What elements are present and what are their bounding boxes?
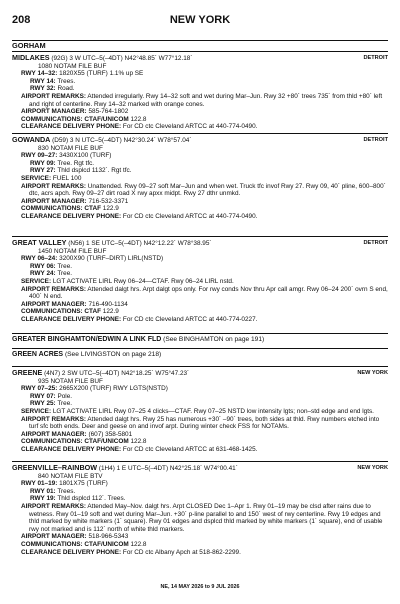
- detail-label: AIRPORT REMARKS:: [21, 92, 86, 100]
- elevation-notam-line: 840 NOTAM FILE BTV: [38, 472, 103, 480]
- detail-label: RWY 14–32:: [21, 70, 58, 78]
- detail-text: 3430X100 (TURF): [57, 152, 112, 160]
- airport-region: DETROIT: [363, 137, 388, 143]
- airport-entry-midlakes: [12, 51, 388, 131]
- airport-region: DETROIT: [363, 55, 388, 61]
- detail-label: RWY 09–27:: [21, 152, 58, 160]
- airport-detail-line: [12, 198, 388, 206]
- detail-label: CLEARANCE DELIVERY PHONE:: [21, 212, 122, 220]
- airport-location-info: (N56) 1 SE UTC–5(–4DT) N42°12.22´ W78°38.95´: [66, 240, 212, 247]
- detail-label: RWY 06–24:: [21, 255, 58, 263]
- airport-detail-line: [12, 70, 388, 78]
- airport-detail-line: [12, 393, 388, 401]
- airport-region: NEW YORK: [357, 465, 388, 471]
- airport-region: NEW YORK: [357, 370, 388, 376]
- xref-see-reference: (See LIVINGSTON on page 218): [64, 351, 162, 358]
- airport-name-line: [12, 367, 388, 378]
- detail-text: 518-966-5343: [86, 533, 129, 541]
- detail-text: LGT ACTIVATE LIRL Rwy 06–24—CTAF. Rwy 06–24 LIRL nstd.: [51, 277, 234, 285]
- detail-text: For CD ctc Cleveland ARTCC at 440-774-0490.: [121, 123, 258, 131]
- detail-label: COMMUNICATIONS: CTAF: [21, 205, 101, 213]
- airport-detail-line: [12, 175, 388, 183]
- airport-detail-line: [12, 270, 388, 278]
- airport-entry-greene: [12, 366, 388, 454]
- airport-detail-line: [12, 78, 388, 86]
- detail-text: 1801X75 (TURF): [57, 480, 108, 488]
- elevation-notam-line: 1080 NOTAM FILE BUF: [38, 62, 107, 70]
- detail-label: RWY 25:: [30, 400, 56, 408]
- detail-text: 122.8: [128, 115, 147, 123]
- airport-detail-line: [12, 416, 388, 431]
- detail-text: For CD ctc Cleveland ARTCC at 440-774-0227.: [121, 315, 258, 323]
- airport-entry-great-valley: [12, 236, 388, 324]
- airport-detail-line: [12, 503, 388, 533]
- detail-label: RWY 06:: [30, 262, 56, 270]
- city-name: GORHAM: [12, 41, 46, 50]
- detail-text: Unattended. Rwy 09–27 soft Mar–Jun and when wet. Truck tfc invof Rwy 27. Rwy 09, 40´ pline, 600–800´ dtc, acrs apch. Rwy 09–27 dirt road X rwy apxx midpt. Rwy 27 dthr unmkd.: [29, 182, 386, 198]
- detail-text: Thld dsplcd 1132´. Rgt tfc.: [55, 167, 132, 175]
- detail-label: COMMUNICATIONS: CTAF/UNICOM: [21, 115, 129, 123]
- airport-detail-line: [12, 116, 388, 124]
- detail-label: RWY 32:: [30, 85, 56, 93]
- airport-detail-line: [12, 123, 388, 131]
- airport-location-info: (1H4) 1 E UTC–5(–4DT) N42°25.18´ W74°00.41´: [97, 465, 238, 472]
- detail-label: RWY 14:: [30, 77, 56, 85]
- xref-airport-name: GREATER BINGHAMTON/EDWIN A LINK FLD: [12, 336, 162, 343]
- airport-location-info: (D59) 3 N UTC–5(–4DT) N42°30.24´ W78°57.04´: [50, 137, 192, 144]
- airport-location-info: (4N7) 2 SW UTC–5(–4DT) N42°18.25´ W75°47.23´: [42, 370, 190, 377]
- detail-label: RWY 27:: [30, 167, 56, 175]
- detail-text: Trees.: [55, 77, 76, 85]
- airport-detail-line: [12, 301, 388, 309]
- elevation-notam-line: 935 NOTAM FILE BUF: [38, 377, 103, 385]
- detail-label: RWY 01:: [30, 487, 56, 495]
- airport-detail-line: [12, 533, 388, 541]
- airport-detail-line: [12, 93, 388, 108]
- detail-label: AIRPORT REMARKS:: [21, 502, 86, 510]
- airport-detail-line: [12, 213, 388, 221]
- airport-detail-line: [12, 549, 388, 557]
- detail-label: AIRPORT MANAGER:: [21, 197, 87, 205]
- airport-region: DETROIT: [363, 240, 388, 246]
- elevation-notam-line: 830 NOTAM FILE BUF: [38, 144, 103, 152]
- detail-text: FUEL 100: [51, 174, 82, 182]
- xref-see-reference: (See BINGHAMTON on page 191): [163, 336, 265, 343]
- airport-detail-line: [12, 167, 388, 175]
- detail-text: For CD ctc Albany Apch at 518-862-2299.: [121, 548, 241, 556]
- detail-text: For CD ctc Cleveland ARTCC at 440-774-0490.: [121, 212, 258, 220]
- detail-label: RWY 24:: [30, 270, 56, 278]
- airport-name: GREENVILLE–RAINBOW: [12, 463, 98, 472]
- airport-location-info: (92G) 3 W UTC–5(–4DT) N42°48.85´ W77°12.18´: [49, 55, 193, 62]
- airport-detail-line: [12, 286, 388, 301]
- cross-reference-binghamton: [12, 333, 388, 344]
- detail-text: 122.8: [128, 540, 147, 548]
- page-footer: NE, 14 MAY 2026 to 9 JUL 2026: [160, 584, 240, 590]
- airport-detail-line: [12, 205, 388, 213]
- detail-label: SERVICE:: [21, 407, 52, 415]
- cross-reference-green-acres: [12, 348, 388, 359]
- state-title: NEW YORK: [169, 14, 231, 26]
- airport-entry-gowanda: [12, 133, 388, 221]
- detail-text: 122.9: [101, 205, 119, 213]
- detail-label: COMMUNICATIONS: CTAF/UNICOM: [21, 540, 129, 548]
- airport-name-line: [12, 462, 388, 473]
- detail-text: Tree.: [55, 270, 73, 278]
- detail-text: Attended dalgt hrs. Arpt dalgt ops only. For rwy conds Nov thru Apr call amgr. Rwy 06–24 200´ ovrn S end, 400´ N end.: [29, 285, 388, 301]
- page-header: [12, 14, 388, 28]
- detail-text: 1820X55 (TURF) 1.1% up SE: [57, 70, 144, 78]
- airport-detail-line: [12, 255, 388, 263]
- airport-detail-line: [12, 278, 388, 286]
- detail-label: CLEARANCE DELIVERY PHONE:: [21, 445, 122, 453]
- airport-detail-line: [12, 85, 388, 93]
- airport-name: GREENE: [12, 368, 43, 377]
- page-number: 208: [12, 14, 31, 26]
- detail-label: AIRPORT REMARKS:: [21, 415, 86, 423]
- detail-label: AIRPORT MANAGER:: [21, 533, 87, 541]
- airport-detail-line: [12, 263, 388, 271]
- detail-text: 585-764-1802: [86, 108, 129, 116]
- detail-text: Tree. Rgt tfc.: [55, 159, 95, 167]
- airport-detail-line: [12, 308, 388, 316]
- airport-entry-greenville-rainbow: [12, 461, 388, 556]
- airport-detail-line: [12, 431, 388, 439]
- airport-detail-line: [12, 438, 388, 446]
- detail-text: 122.8: [128, 438, 147, 446]
- airport-detail-line: [12, 541, 388, 549]
- detail-label: AIRPORT REMARKS:: [21, 182, 86, 190]
- detail-label: AIRPORT MANAGER:: [21, 108, 87, 116]
- detail-text: Tree.: [55, 262, 73, 270]
- detail-text: Attended dalgt hrs. Rwy 25 has numerous +30´ –90´ trees, both sides at thld. Rwy numbers etched into turf sfc both ends. Deer and geese on and invof arpt. During winter check FSS for NOTAMs.: [29, 415, 380, 431]
- detail-text: LGT ACTIVATE LIRL Rwy 07–25 4 clicks—CTAF. Rwy 07–25 NSTD low intensity lgts; non–std edge and end lgts.: [51, 407, 374, 415]
- detail-text: Trees.: [55, 487, 76, 495]
- detail-text: (607) 358-5801: [86, 430, 133, 438]
- airport-detail-line: [12, 160, 388, 168]
- elevation-notam-line: 1450 NOTAM FILE BUF: [38, 247, 107, 255]
- airport-detail-line: [12, 446, 388, 454]
- detail-text: Pole.: [55, 392, 73, 400]
- detail-text: Thld dsplcd 112´. Trees.: [55, 495, 126, 503]
- detail-label: RWY 07–25:: [21, 385, 58, 393]
- detail-text: Attended May–Nov. dalgt hrs. Arpt CLOSED Dec 1–Apr 1. Rwy 01–19 may be clsd after rains due to wetness. Rwy 01–19 soft and wet during Mar–Jun. +30´ p-line parallel to and 150´ west of rwy centerline. Rwy 19 edges and thld marked by white markers (1´ square). Rwy 01 edges and dsplcd thld marked by white markers (1´ square), end of usable rwy not marked and is 112´ north of white thld markers.: [29, 502, 383, 533]
- detail-text: 2665X200 (TURF) RWY LGTS(NSTD): [57, 385, 168, 393]
- detail-label: AIRPORT REMARKS:: [21, 285, 86, 293]
- airport-detail-line: [12, 183, 388, 198]
- airport-detail-line: [12, 495, 388, 503]
- airport-detail-line: [12, 488, 388, 496]
- detail-text: 122.9: [101, 308, 119, 316]
- detail-label: COMMUNICATIONS: CTAF: [21, 308, 101, 316]
- detail-label: RWY 01–19:: [21, 480, 58, 488]
- airport-name: GREAT VALLEY: [12, 238, 67, 247]
- detail-text: Road.: [55, 85, 75, 93]
- detail-text: 716-532-3371: [86, 197, 129, 205]
- detail-text: For CD ctc Cleveland ARTCC at 631-468-1425.: [121, 445, 258, 453]
- airport-name-line: [12, 134, 388, 145]
- airport-detail-line: [12, 385, 388, 393]
- airport-name: MIDLAKES: [12, 53, 50, 62]
- airport-name-line: [12, 52, 388, 63]
- detail-label: RWY 19:: [30, 495, 56, 503]
- airport-detail-line: [12, 400, 388, 408]
- airport-detail-line: [12, 408, 388, 416]
- detail-label: RWY 07:: [30, 392, 56, 400]
- airport-detail-line: [12, 152, 388, 160]
- detail-text: 3200X90 (TURF–DIRT) LIRL(NSTD): [57, 255, 164, 263]
- xref-airport-name: GREEN ACRES: [12, 351, 64, 358]
- detail-label: SERVICE:: [21, 174, 52, 182]
- airport-detail-line: [12, 316, 388, 324]
- detail-label: CLEARANCE DELIVERY PHONE:: [21, 123, 122, 131]
- airport-detail-line: [12, 108, 388, 116]
- detail-label: COMMUNICATIONS: CTAF/UNICOM: [21, 438, 129, 446]
- detail-label: AIRPORT MANAGER:: [21, 300, 87, 308]
- detail-label: RWY 09:: [30, 159, 56, 167]
- detail-text: 716-490-1134: [86, 300, 128, 308]
- airport-name: GOWANDA: [12, 135, 51, 144]
- detail-label: CLEARANCE DELIVERY PHONE:: [21, 315, 122, 323]
- airport-name-line: [12, 237, 388, 248]
- detail-label: SERVICE:: [21, 277, 52, 285]
- detail-label: AIRPORT MANAGER:: [21, 430, 87, 438]
- detail-text: Attended irregularly. Rwy 14–32 soft and wet during Mar–Jun. Rwy 32 +80´ trees 735´ from thld +80´ left and right of centerline. Rwy 14–32 marked with orange cones.: [29, 92, 383, 108]
- detail-label: CLEARANCE DELIVERY PHONE:: [21, 548, 122, 556]
- detail-text: Tree.: [55, 400, 73, 408]
- city-heading: [12, 40, 388, 50]
- airport-detail-line: [12, 480, 388, 488]
